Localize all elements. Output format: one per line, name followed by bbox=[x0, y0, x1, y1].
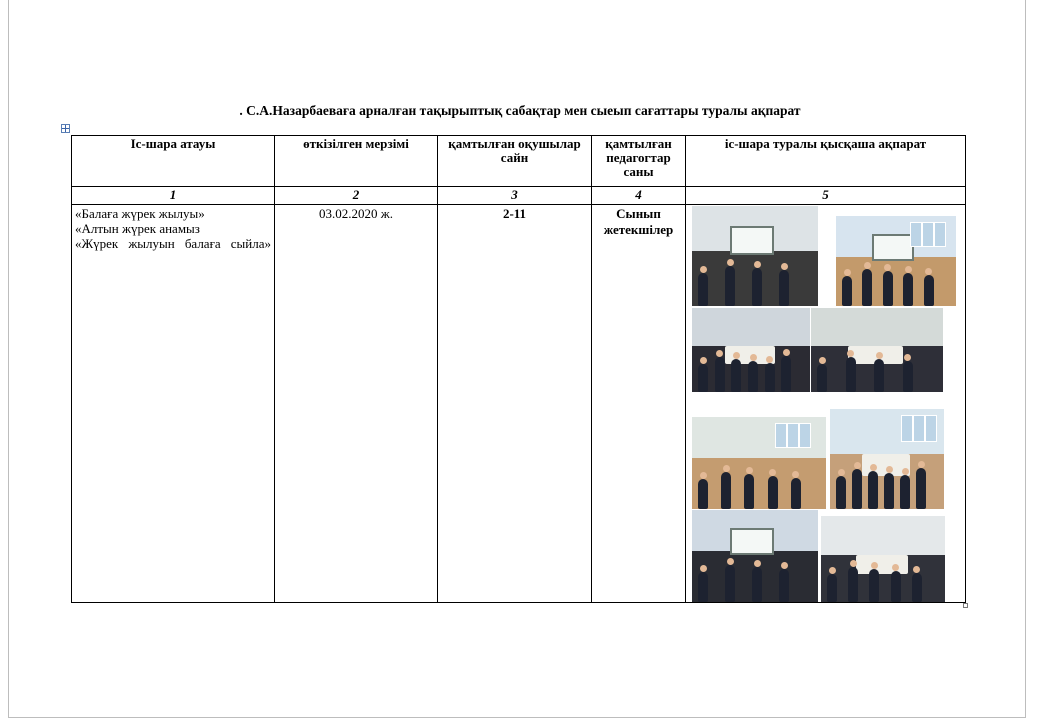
event-date-cell: 03.02.2020 ж. bbox=[275, 205, 438, 603]
column-number: 3 bbox=[438, 187, 592, 205]
header-students: қамтылған оқушылар сайн bbox=[438, 136, 592, 187]
document-title: . С.А.Назарбаеваға арналған тақырыптық сабақтар мен сыеып сағаттары туралы ақпарат bbox=[239, 103, 801, 118]
students-table-photo-2 bbox=[811, 308, 943, 392]
students-standing-photo bbox=[692, 417, 826, 509]
classroom-group-photo bbox=[830, 409, 944, 509]
event-name-line: «Балаға жүрек жылуы» bbox=[75, 206, 205, 221]
column-number: 1 bbox=[72, 187, 275, 205]
header-teachers: қамтылған педагогтар саны bbox=[592, 136, 686, 187]
table-resize-handle-icon[interactable] bbox=[963, 603, 968, 608]
event-names-cell bbox=[72, 205, 275, 603]
classroom-presentation-photo bbox=[692, 206, 818, 306]
table-row bbox=[72, 205, 966, 603]
event-name-line: «Алтын жүрек анамыз bbox=[75, 221, 200, 236]
column-number-row bbox=[72, 187, 966, 205]
students-count-cell: 2-11 bbox=[438, 205, 592, 603]
header-date: өткізілген мерзімі bbox=[275, 136, 438, 187]
events-table bbox=[71, 135, 966, 603]
students-seated-photo bbox=[821, 516, 945, 602]
teachers-cell: Сынып жетекшілер bbox=[592, 205, 686, 603]
column-number: 4 bbox=[592, 187, 686, 205]
header-event-name: Іс-шара атауы bbox=[72, 136, 275, 187]
photos-cell bbox=[686, 205, 966, 603]
classroom-screen-photo bbox=[836, 216, 956, 306]
column-number: 5 bbox=[686, 187, 966, 205]
event-name-line: «Жүрек жылуын балаға сыйла» bbox=[75, 236, 271, 251]
column-number: 2 bbox=[275, 187, 438, 205]
table-move-handle-icon[interactable] bbox=[61, 124, 70, 133]
table-header-row bbox=[72, 136, 966, 187]
classroom-video-photo bbox=[692, 510, 818, 602]
students-table-photo-1 bbox=[692, 308, 810, 392]
header-info: іс-шара туралы қысқаша ақпарат bbox=[686, 136, 966, 187]
